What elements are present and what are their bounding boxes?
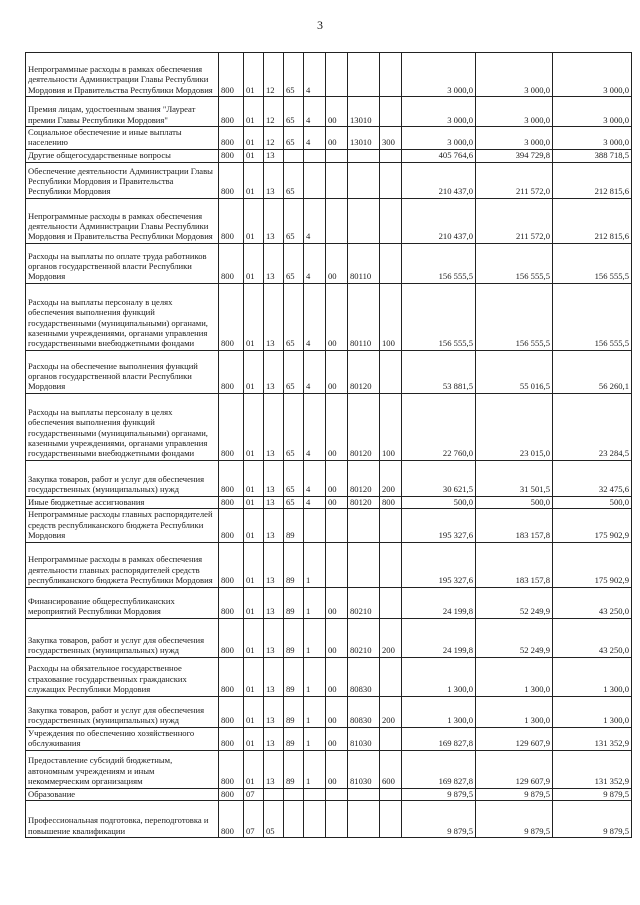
cell-name: Обеспечение деятельности Администрации Главы Республики Мордовия и Правительства Республики Мордовия — [26, 162, 219, 198]
cell-cs1: 89 — [284, 618, 304, 657]
cell-cs4: 13010 — [348, 127, 380, 150]
cell-vr — [380, 198, 402, 243]
cell-cs4: 80120 — [348, 393, 380, 460]
cell-cs1: 89 — [284, 657, 304, 696]
cell-rz: 01 — [244, 657, 264, 696]
cell-v1: 210 437,0 — [402, 162, 476, 198]
cell-cs2: 1 — [304, 587, 326, 618]
cell-name: Учреждения по обеспечению хозяйственного обслуживания — [26, 727, 219, 750]
cell-v2: 183 157,8 — [476, 509, 553, 542]
cell-rz: 01 — [244, 460, 264, 496]
table-row — [26, 460, 632, 496]
cell-grbs: 800 — [219, 162, 244, 198]
cell-name: Образование — [26, 788, 219, 800]
cell-v1: 195 327,6 — [402, 542, 476, 587]
cell-name: Профессиональная подготовка, переподготовка и повышение квалификации — [26, 801, 219, 838]
table-row — [26, 542, 632, 587]
cell-cs4: 80210 — [348, 587, 380, 618]
cell-cs3: 00 — [326, 696, 348, 727]
cell-v1: 156 555,5 — [402, 243, 476, 283]
cell-v2: 394 729,8 — [476, 149, 553, 162]
cell-rz: 01 — [244, 587, 264, 618]
cell-name: Предоставление субсидий бюджетным, автономным учреждениям и иным некоммерческим организациям — [26, 750, 219, 788]
cell-rz: 01 — [244, 393, 264, 460]
cell-v3: 32 475,6 — [553, 460, 632, 496]
cell-v1: 24 199,8 — [402, 618, 476, 657]
cell-v2: 500,0 — [476, 496, 553, 508]
cell-rz: 01 — [244, 350, 264, 393]
cell-cs4: 80120 — [348, 496, 380, 508]
cell-pr: 05 — [264, 801, 284, 838]
cell-grbs: 800 — [219, 509, 244, 542]
cell-name: Финансирование общереспубликанских мероприятий Республики Мордовия — [26, 587, 219, 618]
cell-v2: 52 249,9 — [476, 618, 553, 657]
cell-cs2: 1 — [304, 696, 326, 727]
cell-grbs: 800 — [219, 801, 244, 838]
cell-cs1 — [284, 801, 304, 838]
cell-rz: 01 — [244, 509, 264, 542]
cell-grbs: 800 — [219, 198, 244, 243]
cell-v3: 131 352,9 — [553, 727, 632, 750]
cell-cs2 — [304, 788, 326, 800]
cell-v2: 52 249,9 — [476, 587, 553, 618]
cell-vr: 600 — [380, 750, 402, 788]
cell-v2: 211 572,0 — [476, 162, 553, 198]
cell-rz: 07 — [244, 788, 264, 800]
cell-name: Закупка товаров, работ и услуг для обеспечения государственных (муниципальных) нужд — [26, 696, 219, 727]
table-row — [26, 696, 632, 727]
cell-cs3 — [326, 162, 348, 198]
cell-pr: 13 — [264, 587, 284, 618]
cell-pr: 13 — [264, 350, 284, 393]
cell-vr — [380, 149, 402, 162]
table-row — [26, 149, 632, 162]
cell-grbs: 800 — [219, 127, 244, 150]
cell-pr: 13 — [264, 496, 284, 508]
cell-pr: 13 — [264, 750, 284, 788]
cell-cs1: 65 — [284, 127, 304, 150]
cell-rz: 01 — [244, 198, 264, 243]
cell-grbs: 800 — [219, 350, 244, 393]
cell-vr — [380, 243, 402, 283]
cell-cs1 — [284, 788, 304, 800]
cell-pr: 13 — [264, 542, 284, 587]
cell-v1: 53 881,5 — [402, 350, 476, 393]
cell-cs4: 80120 — [348, 350, 380, 393]
cell-cs3 — [326, 509, 348, 542]
cell-cs1 — [284, 149, 304, 162]
table-row — [26, 801, 632, 838]
table-body — [26, 53, 632, 838]
cell-cs3: 00 — [326, 97, 348, 127]
cell-v1: 195 327,6 — [402, 509, 476, 542]
cell-v1: 3 000,0 — [402, 127, 476, 150]
cell-grbs: 800 — [219, 788, 244, 800]
cell-cs1: 89 — [284, 587, 304, 618]
cell-v3: 131 352,9 — [553, 750, 632, 788]
cell-v1: 9 879,5 — [402, 788, 476, 800]
cell-cs3: 00 — [326, 460, 348, 496]
cell-vr: 200 — [380, 460, 402, 496]
cell-name: Расходы на выплаты персоналу в целях обеспечения выполнения функций государственными (муниципальными) органами, казенными учреждениями, органами управления государственными внебюджетными фондами — [26, 393, 219, 460]
cell-v2: 183 157,8 — [476, 542, 553, 587]
cell-cs1: 65 — [284, 393, 304, 460]
cell-cs2: 1 — [304, 727, 326, 750]
table-row — [26, 198, 632, 243]
cell-cs3: 00 — [326, 750, 348, 788]
cell-name: Иные бюджетные ассигнования — [26, 496, 219, 508]
cell-v2: 9 879,5 — [476, 788, 553, 800]
table-row — [26, 496, 632, 508]
cell-grbs: 800 — [219, 542, 244, 587]
cell-vr: 200 — [380, 696, 402, 727]
cell-v1: 24 199,8 — [402, 587, 476, 618]
cell-pr: 13 — [264, 283, 284, 350]
cell-cs4: 80110 — [348, 243, 380, 283]
cell-cs3 — [326, 53, 348, 97]
cell-name: Непрограммные расходы в рамках обеспечения деятельности главных распорядителей средств республиканского бюджета Республики Мордовия — [26, 542, 219, 587]
cell-cs1: 89 — [284, 727, 304, 750]
cell-pr: 13 — [264, 198, 284, 243]
cell-cs3 — [326, 801, 348, 838]
cell-pr: 13 — [264, 460, 284, 496]
cell-v2: 55 016,5 — [476, 350, 553, 393]
cell-grbs: 800 — [219, 243, 244, 283]
table-row — [26, 788, 632, 800]
cell-v2: 1 300,0 — [476, 696, 553, 727]
cell-cs1: 89 — [284, 696, 304, 727]
cell-rz: 01 — [244, 750, 264, 788]
cell-rz: 01 — [244, 53, 264, 97]
cell-pr: 13 — [264, 618, 284, 657]
cell-rz: 01 — [244, 727, 264, 750]
cell-v3: 1 300,0 — [553, 696, 632, 727]
cell-cs2: 1 — [304, 618, 326, 657]
cell-cs1: 65 — [284, 283, 304, 350]
cell-cs4: 80120 — [348, 460, 380, 496]
cell-cs3: 00 — [326, 618, 348, 657]
cell-cs3: 00 — [326, 350, 348, 393]
cell-vr — [380, 509, 402, 542]
cell-cs4: 81030 — [348, 727, 380, 750]
cell-vr: 200 — [380, 618, 402, 657]
cell-cs3: 00 — [326, 657, 348, 696]
cell-cs4: 80830 — [348, 657, 380, 696]
cell-cs1: 89 — [284, 750, 304, 788]
cell-pr — [264, 788, 284, 800]
cell-cs2: 1 — [304, 750, 326, 788]
cell-v2: 129 607,9 — [476, 750, 553, 788]
cell-cs4: 13010 — [348, 97, 380, 127]
cell-cs2: 4 — [304, 97, 326, 127]
table-row — [26, 162, 632, 198]
cell-cs1: 89 — [284, 509, 304, 542]
table-row — [26, 657, 632, 696]
cell-vr: 800 — [380, 496, 402, 508]
cell-grbs: 800 — [219, 283, 244, 350]
table-row — [26, 618, 632, 657]
cell-name: Другие общегосударственные вопросы — [26, 149, 219, 162]
cell-pr: 13 — [264, 696, 284, 727]
cell-cs2 — [304, 801, 326, 838]
cell-v2: 129 607,9 — [476, 727, 553, 750]
cell-cs3: 00 — [326, 283, 348, 350]
cell-cs3: 00 — [326, 587, 348, 618]
cell-cs3: 00 — [326, 727, 348, 750]
cell-cs2: 1 — [304, 542, 326, 587]
cell-cs4 — [348, 542, 380, 587]
cell-cs2: 4 — [304, 198, 326, 243]
cell-v1: 1 300,0 — [402, 696, 476, 727]
cell-grbs: 800 — [219, 460, 244, 496]
cell-cs3 — [326, 198, 348, 243]
cell-v2: 211 572,0 — [476, 198, 553, 243]
cell-cs4: 80830 — [348, 696, 380, 727]
cell-pr: 13 — [264, 393, 284, 460]
cell-v1: 3 000,0 — [402, 53, 476, 97]
cell-grbs: 800 — [219, 657, 244, 696]
cell-v1: 405 764,6 — [402, 149, 476, 162]
cell-cs1: 89 — [284, 542, 304, 587]
cell-v3: 388 718,5 — [553, 149, 632, 162]
cell-cs3: 00 — [326, 243, 348, 283]
cell-rz: 01 — [244, 243, 264, 283]
cell-vr — [380, 97, 402, 127]
cell-v3: 1 300,0 — [553, 657, 632, 696]
table-row — [26, 350, 632, 393]
cell-grbs: 800 — [219, 618, 244, 657]
cell-cs1: 65 — [284, 460, 304, 496]
cell-name: Непрограммные расходы в рамках обеспечения деятельности Администрации Главы Республики Мордовия и Правительства Республики Мордовия — [26, 198, 219, 243]
cell-v3: 9 879,5 — [553, 801, 632, 838]
cell-cs3 — [326, 788, 348, 800]
cell-v1: 210 437,0 — [402, 198, 476, 243]
cell-v1: 169 827,8 — [402, 750, 476, 788]
cell-v1: 9 879,5 — [402, 801, 476, 838]
cell-vr — [380, 350, 402, 393]
cell-v3: 175 902,9 — [553, 509, 632, 542]
cell-v3: 175 902,9 — [553, 542, 632, 587]
cell-grbs: 800 — [219, 696, 244, 727]
cell-cs4 — [348, 162, 380, 198]
cell-v2: 3 000,0 — [476, 97, 553, 127]
table-row — [26, 97, 632, 127]
cell-cs4 — [348, 53, 380, 97]
cell-rz: 01 — [244, 162, 264, 198]
cell-cs2: 4 — [304, 460, 326, 496]
cell-pr: 13 — [264, 243, 284, 283]
cell-pr: 13 — [264, 509, 284, 542]
cell-grbs: 800 — [219, 496, 244, 508]
cell-cs4 — [348, 149, 380, 162]
cell-cs1: 65 — [284, 496, 304, 508]
cell-pr: 12 — [264, 127, 284, 150]
cell-vr — [380, 657, 402, 696]
cell-v3: 212 815,6 — [553, 162, 632, 198]
cell-pr: 12 — [264, 53, 284, 97]
cell-rz: 07 — [244, 801, 264, 838]
cell-name: Закупка товаров, работ и услуг для обеспечения государственных (муниципальных) нужд — [26, 618, 219, 657]
cell-vr — [380, 801, 402, 838]
cell-pr: 13 — [264, 162, 284, 198]
cell-grbs: 800 — [219, 750, 244, 788]
cell-rz: 01 — [244, 542, 264, 587]
cell-v2: 3 000,0 — [476, 127, 553, 150]
cell-grbs: 800 — [219, 393, 244, 460]
budget-table — [25, 52, 632, 838]
cell-name: Премия лицам, удостоенным звания "Лауреат премии Главы Республики Мордовия" — [26, 97, 219, 127]
cell-v1: 169 827,8 — [402, 727, 476, 750]
table-row — [26, 509, 632, 542]
cell-pr: 13 — [264, 149, 284, 162]
cell-cs4 — [348, 509, 380, 542]
cell-v2: 3 000,0 — [476, 53, 553, 97]
cell-cs2 — [304, 162, 326, 198]
table-row — [26, 750, 632, 788]
cell-name: Расходы на выплаты персоналу в целях обеспечения выполнения функций государственными (муниципальными) органами, казенными учреждениями, органами управления государственными внебюджетными фондами — [26, 283, 219, 350]
cell-v3: 43 250,0 — [553, 618, 632, 657]
cell-v1: 3 000,0 — [402, 97, 476, 127]
cell-v3: 156 555,5 — [553, 243, 632, 283]
cell-v2: 9 879,5 — [476, 801, 553, 838]
cell-cs4: 80110 — [348, 283, 380, 350]
cell-vr — [380, 788, 402, 800]
cell-name: Расходы на обеспечение выполнения функций органов государственной власти Республики Мордовия — [26, 350, 219, 393]
cell-cs4 — [348, 788, 380, 800]
cell-grbs: 800 — [219, 97, 244, 127]
cell-pr: 12 — [264, 97, 284, 127]
cell-rz: 01 — [244, 696, 264, 727]
cell-cs3 — [326, 149, 348, 162]
cell-vr: 300 — [380, 127, 402, 150]
cell-v1: 500,0 — [402, 496, 476, 508]
cell-name: Непрограммные расходы в рамках обеспечения деятельности Администрации Главы Республики Мордовия и Правительства Республики Мордовия — [26, 53, 219, 97]
cell-name: Расходы на выплаты по оплате труда работников органов государственной власти Республики Мордовия — [26, 243, 219, 283]
cell-rz: 01 — [244, 127, 264, 150]
cell-grbs: 800 — [219, 587, 244, 618]
cell-v3: 23 284,5 — [553, 393, 632, 460]
cell-cs2 — [304, 149, 326, 162]
cell-cs2: 1 — [304, 657, 326, 696]
page-number: 3 — [317, 18, 323, 32]
cell-cs2: 4 — [304, 127, 326, 150]
cell-cs3: 00 — [326, 393, 348, 460]
cell-pr: 13 — [264, 657, 284, 696]
cell-rz: 01 — [244, 97, 264, 127]
cell-v3: 3 000,0 — [553, 97, 632, 127]
cell-cs2 — [304, 509, 326, 542]
cell-vr — [380, 53, 402, 97]
cell-rz: 01 — [244, 283, 264, 350]
cell-v3: 9 879,5 — [553, 788, 632, 800]
cell-name: Непрограммные расходы главных распорядителей средств республиканского бюджета Республики Мордовия — [26, 509, 219, 542]
table-row — [26, 243, 632, 283]
cell-v1: 1 300,0 — [402, 657, 476, 696]
cell-cs2: 4 — [304, 243, 326, 283]
cell-cs1: 65 — [284, 350, 304, 393]
cell-v2: 156 555,5 — [476, 243, 553, 283]
table-row — [26, 393, 632, 460]
cell-grbs: 800 — [219, 727, 244, 750]
cell-vr: 100 — [380, 283, 402, 350]
table-row — [26, 127, 632, 150]
table-row — [26, 587, 632, 618]
cell-v2: 1 300,0 — [476, 657, 553, 696]
cell-v1: 30 621,5 — [402, 460, 476, 496]
cell-v2: 31 501,5 — [476, 460, 553, 496]
cell-rz: 01 — [244, 618, 264, 657]
cell-v3: 156 555,5 — [553, 283, 632, 350]
cell-cs4: 80210 — [348, 618, 380, 657]
cell-vr — [380, 162, 402, 198]
cell-grbs: 800 — [219, 53, 244, 97]
cell-cs3: 00 — [326, 127, 348, 150]
cell-v2: 23 015,0 — [476, 393, 553, 460]
cell-rz: 01 — [244, 496, 264, 508]
cell-vr — [380, 587, 402, 618]
cell-pr: 13 — [264, 727, 284, 750]
cell-cs1: 65 — [284, 243, 304, 283]
cell-v2: 156 555,5 — [476, 283, 553, 350]
table-row — [26, 53, 632, 97]
cell-cs1: 65 — [284, 97, 304, 127]
cell-name: Социальное обеспечение и иные выплаты населению — [26, 127, 219, 150]
cell-cs2: 4 — [304, 496, 326, 508]
cell-v1: 156 555,5 — [402, 283, 476, 350]
cell-cs1: 65 — [284, 53, 304, 97]
cell-vr — [380, 542, 402, 587]
cell-cs1: 65 — [284, 198, 304, 243]
cell-cs2: 4 — [304, 393, 326, 460]
cell-name: Закупка товаров, работ и услуг для обеспечения государственных (муниципальных) нужд — [26, 460, 219, 496]
cell-vr — [380, 727, 402, 750]
cell-cs3: 00 — [326, 496, 348, 508]
cell-v3: 3 000,0 — [553, 53, 632, 97]
table-row — [26, 727, 632, 750]
cell-v1: 22 760,0 — [402, 393, 476, 460]
cell-cs1: 65 — [284, 162, 304, 198]
cell-name: Расходы на обязательное государственное страхование государственных гражданских служащих Республики Мордовия — [26, 657, 219, 696]
cell-v3: 500,0 — [553, 496, 632, 508]
cell-cs2: 4 — [304, 283, 326, 350]
cell-grbs: 800 — [219, 149, 244, 162]
cell-cs4: 81030 — [348, 750, 380, 788]
cell-cs2: 4 — [304, 53, 326, 97]
cell-v3: 43 250,0 — [553, 587, 632, 618]
table-row — [26, 283, 632, 350]
cell-cs2: 4 — [304, 350, 326, 393]
cell-cs4 — [348, 198, 380, 243]
cell-v3: 56 260,1 — [553, 350, 632, 393]
cell-cs3 — [326, 542, 348, 587]
cell-vr: 100 — [380, 393, 402, 460]
cell-v3: 212 815,6 — [553, 198, 632, 243]
cell-cs4 — [348, 801, 380, 838]
cell-v3: 3 000,0 — [553, 127, 632, 150]
cell-rz: 01 — [244, 149, 264, 162]
